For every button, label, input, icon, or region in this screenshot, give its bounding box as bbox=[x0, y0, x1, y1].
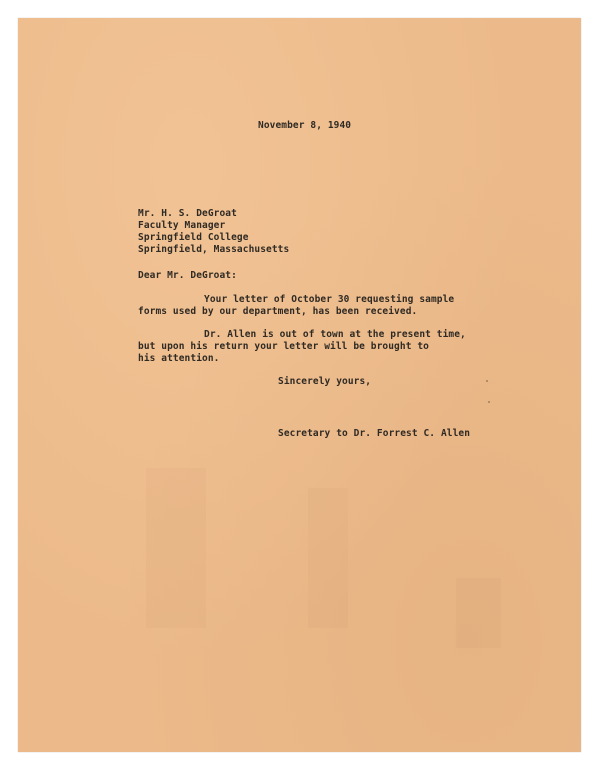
paragraph1-line2: forms used by our department, has been received. bbox=[138, 306, 418, 317]
paragraph2-line1: Dr. Allen is out of town at the present time, bbox=[204, 329, 466, 340]
letter-body bbox=[18, 18, 581, 752]
paragraph2-line2: but upon his return your letter will be brought to bbox=[138, 341, 429, 352]
paper-speck bbox=[486, 380, 488, 382]
letter-date: November 8, 1940 bbox=[258, 120, 352, 131]
paragraph1-line1: Your letter of October 30 requesting sample bbox=[204, 294, 455, 305]
letter-page bbox=[18, 18, 581, 752]
recipient-title: Faculty Manager bbox=[138, 220, 226, 231]
recipient-name: Mr. H. S. DeGroat bbox=[138, 208, 237, 219]
closing: Sincerely yours, bbox=[278, 376, 372, 387]
recipient-institution: Springfield College bbox=[138, 232, 249, 243]
paragraph2-line3: his attention. bbox=[138, 353, 220, 364]
salutation: Dear Mr. DeGroat: bbox=[138, 270, 237, 281]
recipient-location: Springfield, Massachusetts bbox=[138, 244, 290, 255]
paper-speck bbox=[488, 401, 490, 403]
signature-line: Secretary to Dr. Forrest C. Allen bbox=[278, 428, 471, 439]
